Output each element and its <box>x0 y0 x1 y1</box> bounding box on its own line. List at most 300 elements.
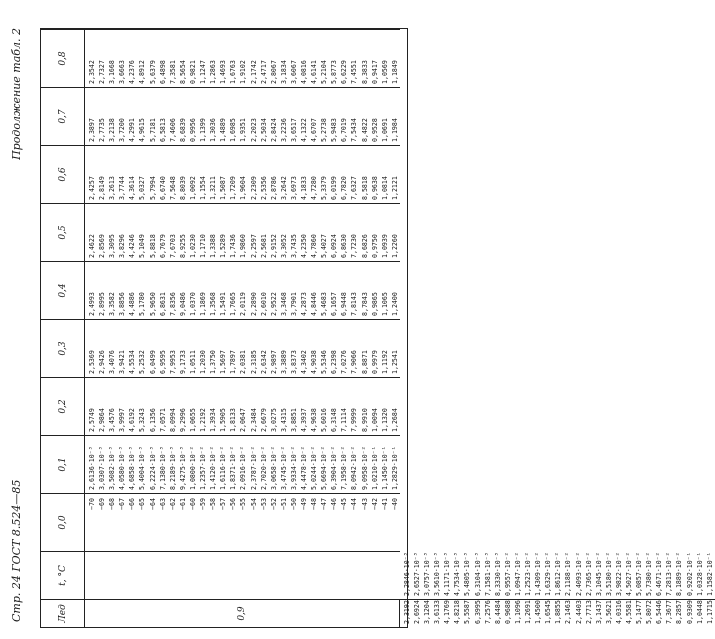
table-cell: 2,9152 <box>269 234 278 258</box>
table-cell: 3,7200 <box>118 118 127 142</box>
table-cell: 1,2829·10⁻¹ <box>390 446 399 490</box>
table-cell: 3,3582 <box>108 292 117 316</box>
table-cell: 1,1849 <box>390 60 399 84</box>
temperature-value: −66 <box>128 498 137 510</box>
table-cell: 6,0499 <box>148 350 157 374</box>
table-cell: 1,1554 <box>199 176 208 200</box>
table-cell: 1,0230 <box>188 234 197 258</box>
table-cell: 1,4500 <box>534 600 543 624</box>
table-cell: 3,7901 <box>289 292 298 316</box>
table-cell: 3,0658·10⁻² <box>269 446 278 490</box>
table-cell: 7,3677 <box>665 600 674 624</box>
table-cell: 2,5681 <box>259 234 268 258</box>
table-cell: 6,1657 <box>330 292 339 316</box>
table-cell: 8,2189·10⁻³ <box>168 446 177 490</box>
column-header: 0,5 <box>41 203 85 261</box>
table-cell: 2,4622 <box>88 234 96 258</box>
table-cell: 5,3379 <box>320 176 329 200</box>
table-cell: 4,1171·10⁻³ <box>443 552 452 596</box>
temperature-value: −62 <box>168 498 177 510</box>
value-column <box>85 145 400 203</box>
table-cell: 6,3904·10⁻² <box>330 446 339 490</box>
table-cell: 1,1582·10⁻¹ <box>705 552 714 596</box>
table-cell: 8,5818 <box>360 176 369 200</box>
table-cell: 3,5621 <box>604 600 613 624</box>
table-cell: 6,0924 <box>330 234 339 258</box>
table-cell: 3,7435 <box>289 234 298 258</box>
table-cell: 4,9038 <box>310 350 319 374</box>
table-cell: 6,2224·10⁻³ <box>148 446 157 490</box>
table-cell: 6,7019 <box>340 118 349 142</box>
table-cell: 3,3889 <box>279 350 288 374</box>
rotated-content <box>0 28 714 628</box>
table-cell: 2,0381 <box>239 350 248 374</box>
column-header: 0,0 <box>41 493 85 551</box>
temperature-value: −46 <box>330 498 339 510</box>
table-cell: 0,9309 <box>685 600 694 624</box>
table-cell: 6,5813 <box>158 118 167 142</box>
table-cell: 7,8143 <box>350 292 359 316</box>
temperature-value: −68 <box>108 498 117 510</box>
table-cell: 8,8039 <box>178 176 187 200</box>
table-cell: 2,5749 <box>88 408 96 432</box>
table-cell: 8,5654 <box>178 60 187 84</box>
table-cell: 3,7744 <box>118 176 127 200</box>
table-cell: 1,0691 <box>380 118 389 142</box>
table-cell: 1,9351 <box>239 118 248 142</box>
table-cell: 0,9688 <box>503 600 512 624</box>
table-cell: 1,2260 <box>390 234 399 258</box>
table-cell: 1,1065 <box>380 292 389 316</box>
table-cell: 1,1710 <box>199 234 208 258</box>
table-cell: 1,0939 <box>380 234 389 258</box>
table-cell: 1,0448 <box>695 600 704 624</box>
table-cell: 2,4403 <box>574 600 583 624</box>
table-cell: 7,5648 <box>168 176 177 200</box>
temperature-value: −42 <box>370 498 379 510</box>
table-cell: 3,2642 <box>279 176 288 200</box>
table-cell: 4,3402 <box>299 350 308 374</box>
table-cell: 2,9522 <box>269 292 278 316</box>
table-cell: 4,4246 <box>128 234 137 258</box>
temperature-value: −43 <box>360 498 369 510</box>
table-cell: 1,5905 <box>219 408 228 432</box>
table-cell: 5,4004·10⁻³ <box>138 446 147 490</box>
page-number: Стр. 24 ГОСТ 8.524—85 <box>10 479 23 622</box>
table-cell: 1,8133 <box>229 408 238 432</box>
table-cell: 5,4805·10⁻³ <box>463 552 472 596</box>
table-cell: 8,7843 <box>360 292 369 316</box>
table-cell: 8,6826 <box>360 234 369 258</box>
corner-spacer <box>85 551 400 599</box>
table-cell: 1,1247 <box>199 60 208 84</box>
table-cell: 4,2991 <box>128 118 137 142</box>
corner-label-ice: Лед <box>41 599 85 627</box>
table-cell: 3,1045·10⁻² <box>594 552 603 596</box>
table-cell: 6,9595 <box>158 350 167 374</box>
table-cell: 6,2398 <box>330 350 339 374</box>
table-cell: 1,6545 <box>544 600 553 624</box>
table-cell: 2,0119 <box>239 292 248 316</box>
temperature-column <box>85 493 400 551</box>
temperature-header: t, °C <box>41 551 85 599</box>
table-cell: 5,1477 <box>635 600 644 624</box>
table-cell: 3,4576 <box>108 408 117 432</box>
table-cell: 6,0199 <box>330 176 339 200</box>
table-cell: 2,8995 <box>98 292 107 316</box>
temperature-value: −51 <box>279 498 288 510</box>
table-cell: 5,4027 <box>320 234 329 258</box>
table-cell: 5,0327 <box>138 176 147 200</box>
table-cell: 4,0580·10⁻³ <box>118 446 127 490</box>
table-cell: 1,0800·10⁻² <box>188 446 197 490</box>
table-cell: 6,8631 <box>158 292 167 316</box>
table-cell: 1,1320 <box>380 408 389 432</box>
table-cell: 3,6663 <box>118 60 127 84</box>
table-cell: 5,6694·10⁻² <box>320 446 329 490</box>
table-cell: 5,5587 <box>463 600 472 624</box>
page-header <box>0 28 36 628</box>
value-column <box>400 551 715 599</box>
table-cell: 1,2357·10⁻² <box>199 446 208 490</box>
table-cell: 8,2857 <box>675 600 684 624</box>
table-cell: 3,6973 <box>289 176 298 200</box>
table-cell: 2,0647 <box>239 408 248 432</box>
table-cell: 3,4315 <box>279 408 288 432</box>
table-cell: 2,7735 <box>98 118 107 142</box>
table-cell: 5,2532 <box>138 350 147 374</box>
table-cell: 0,9417 <box>370 60 379 84</box>
table-cell: 1,0370 <box>188 292 197 316</box>
column-header: 0,8 <box>41 29 85 87</box>
table-cell: 1,3211 <box>209 176 218 200</box>
table-cell: 7,9999 <box>350 408 359 432</box>
temperature-value: −50 <box>289 498 298 510</box>
table-cell: 3,2236 <box>279 118 288 142</box>
table-cell: 4,7534·10⁻³ <box>453 552 462 596</box>
table-cell: 0,9865 <box>370 292 379 316</box>
table-cell: 4,6192 <box>128 408 137 432</box>
temperature-value: −56 <box>229 498 238 510</box>
table-cell: 4,7280 <box>310 176 319 200</box>
table-cell: 1,2523·10⁻² <box>524 552 533 596</box>
table-cell: 4,1833 <box>299 176 308 200</box>
table-cell: 8,8871 <box>360 350 369 374</box>
table-cell: 1,9860 <box>239 234 248 258</box>
table-cell: 1,0814 <box>380 176 389 200</box>
table-cell: 6,1356 <box>148 408 157 432</box>
column-header: 0,9 <box>85 599 400 627</box>
table-cell: 2,2023 <box>249 118 258 142</box>
table-cell: 3,2138 <box>108 118 117 142</box>
table-cell: 7,4606 <box>168 118 177 142</box>
table-cell: 1,0328·10⁻¹ <box>695 552 704 596</box>
table-cell: 6,4671·10⁻² <box>655 552 664 596</box>
table-cell: 5,7380·10⁻² <box>645 552 654 596</box>
table-cell: 5,0857·10⁻² <box>635 552 644 596</box>
table-cell: 4,6141 <box>310 60 319 84</box>
table-cell: 1,0210·10⁻¹ <box>370 446 379 490</box>
table-cell: 8,4484 <box>493 600 502 624</box>
table-cell: 4,5534 <box>128 350 137 374</box>
column-header: 0,7 <box>41 87 85 145</box>
table-cell: 2,1188·10⁻² <box>564 552 573 596</box>
table-cell: 4,1322 <box>299 118 308 142</box>
table-cell: 1,2030 <box>199 350 208 374</box>
table-cell: 3,9822·10⁻² <box>614 552 623 596</box>
table-cell: 5,9483 <box>330 118 339 142</box>
table-cell: 7,9953 <box>168 350 177 374</box>
table-cell: 1,6329·10⁻² <box>544 552 553 596</box>
temperature-value: −63 <box>158 498 167 510</box>
table-cell: 2,1463 <box>564 600 573 624</box>
table-cell: 1,2192 <box>199 408 208 432</box>
vapor-pressure-table <box>40 28 714 628</box>
table-cell: 1,3568 <box>209 292 218 316</box>
table-cell: 8,0994 <box>168 408 177 432</box>
table-cell: 3,9997 <box>118 408 127 432</box>
table-cell: 1,7665 <box>229 292 238 316</box>
table-cell: 3,1834 <box>279 60 288 84</box>
temperature-value: −58 <box>209 498 218 510</box>
table-cell: 2,3484 <box>249 408 258 432</box>
table-cell: 4,2873 <box>299 292 308 316</box>
table-cell: 7,4551 <box>350 60 359 84</box>
table-cell: 5,1049 <box>138 234 147 258</box>
table-cell: 6,8630 <box>340 234 349 258</box>
table-cell: 1,8612·10⁻² <box>554 552 563 596</box>
table-cell: 5,5346 <box>320 350 329 374</box>
table-cell: 4,9615 <box>138 118 147 142</box>
table-cell: 2,3542 <box>88 60 96 84</box>
table-cell: 6,6229 <box>340 60 349 84</box>
table-cell: 7,0571 <box>158 408 167 432</box>
table-cell: 2,8424 <box>269 118 278 142</box>
table-cell: 7,0276 <box>340 350 349 374</box>
table-cell: 9,2996 <box>178 408 187 432</box>
table-cell: 5,9650 <box>148 292 157 316</box>
table-cell: 2,9864 <box>98 408 107 432</box>
table-cell: 3,5610·10⁻³ <box>433 552 442 596</box>
table-cell: 4,4478·10⁻² <box>299 446 308 490</box>
table-cell: 1,3934 <box>209 408 218 432</box>
temperature-value: −60 <box>188 498 197 510</box>
table-cell: 2,1742 <box>249 60 258 84</box>
column-header: 0,1 <box>41 435 85 493</box>
table-cell: 1,1096 <box>513 600 522 624</box>
table-cell: 2,0916·10⁻² <box>239 446 248 490</box>
table-cell: 1,9102 <box>239 60 248 84</box>
table-cell: 1,5289 <box>219 234 228 258</box>
table-cell: 1,6985 <box>229 118 238 142</box>
table-cell: 3,9334·10⁻² <box>289 446 298 490</box>
table-cell: 6,3148 <box>330 408 339 432</box>
table-cell: 2,4257 <box>88 176 96 200</box>
table-cell: 1,1715 <box>705 600 714 624</box>
table-cell: 3,0307·10⁻³ <box>98 446 107 490</box>
table-cell: 2,3185 <box>249 350 258 374</box>
table-cell: 1,7209 <box>229 176 238 200</box>
table-cell: 1,4889 <box>219 118 228 142</box>
table-cell: 7,5434 <box>350 118 359 142</box>
table-cell: 1,8371·10⁻² <box>229 446 238 490</box>
table-cell: 6,9448 <box>340 292 349 316</box>
value-column <box>85 29 400 87</box>
temperature-value: −59 <box>199 498 208 510</box>
table-cell: 0,9821 <box>188 60 197 84</box>
value-column <box>85 87 400 145</box>
table-cell: 7,2576 <box>483 600 492 624</box>
table-cell: 7,1114 <box>340 408 349 432</box>
temperature-value: −45 <box>340 498 349 510</box>
table-cell: 5,3243 <box>138 408 147 432</box>
table-cell: 3,3095 <box>108 234 117 258</box>
table-cell: 8,4822 <box>360 118 369 142</box>
table-cell: 5,2104 <box>320 60 329 84</box>
table-cell: 3,6133 <box>433 600 442 624</box>
table-cell: 8,6839 <box>178 118 187 142</box>
temperature-value: −40 <box>390 498 399 510</box>
temperature-value: −47 <box>320 498 329 510</box>
table-cell: 1,1869 <box>199 292 208 316</box>
table-cell: 4,8218 <box>453 600 462 624</box>
table-cell: 8,9255 <box>178 234 187 258</box>
table-cell: 9,0486 <box>178 292 187 316</box>
table-cell: 5,6016 <box>320 408 329 432</box>
table-cell: 4,4886 <box>128 292 137 316</box>
table-cell: 4,0816 <box>299 60 308 84</box>
column-header: 0,4 <box>41 261 85 319</box>
table-cell: 7,8356 <box>168 292 177 316</box>
table-cell: 3,8373 <box>289 350 298 374</box>
table-cell: 4,0316 <box>614 600 623 624</box>
temperature-value: −64 <box>148 498 157 510</box>
table-cell: 7,1958·10⁻² <box>340 446 349 490</box>
table-cell: 7,6327 <box>350 176 359 200</box>
column-header: 0,6 <box>41 145 85 203</box>
table-cell: 2,7365·10⁻² <box>584 552 593 596</box>
table-cell: 2,2846·10⁻³ <box>402 552 411 596</box>
table-cell: 8,0942·10⁻² <box>350 446 359 490</box>
table-cell: 1,4309·10⁻² <box>534 552 543 596</box>
table-cell: 1,5491 <box>219 292 228 316</box>
table-cell: 0,9528 <box>370 118 379 142</box>
value-column <box>85 319 400 377</box>
table-cell: 1,5697 <box>219 350 228 374</box>
table-cell: 0,9202·10⁻¹ <box>685 552 694 596</box>
table-cell: 3,6517 <box>289 118 298 142</box>
table-cell: 3,1668 <box>108 60 117 84</box>
table-cell: 2,3897 <box>88 118 96 142</box>
table-cell: 9,0958·10⁻² <box>360 446 369 490</box>
table-cell: 9,1733 <box>178 350 187 374</box>
table-cell: 4,9638 <box>310 408 319 432</box>
table-cell: 1,7897 <box>229 350 238 374</box>
table-cell: 4,8912 <box>138 60 147 84</box>
temperature-value: −61 <box>178 498 187 510</box>
value-column <box>85 377 400 435</box>
temperature-value: −44 <box>350 498 359 510</box>
table-cell: 1,2691 <box>524 600 533 624</box>
temperature-value: −49 <box>299 498 308 510</box>
table-cell: 2,3192 <box>402 600 411 624</box>
table-cell: 3,9421 <box>118 350 127 374</box>
table-cell: 7,1581·10⁻³ <box>483 552 492 596</box>
table-cell: 2,6136·10⁻³ <box>88 446 96 490</box>
table-cell: 4,7860 <box>310 234 319 258</box>
table-cell: 1,1450·10⁻¹ <box>380 446 389 490</box>
table-cell: 7,6703 <box>168 234 177 258</box>
table-cell: 1,2541 <box>390 350 399 374</box>
table-cell: 6,3995 <box>473 600 482 624</box>
table-cell: 4,5581 <box>624 600 633 624</box>
table-cell: 3,0757·10⁻³ <box>423 552 432 596</box>
temperature-value: −53 <box>259 498 268 510</box>
table-cell: 2,9897 <box>269 350 278 374</box>
table-cell: 2,6527·10⁻³ <box>413 552 421 596</box>
table-cell: 5,8072 <box>645 600 654 624</box>
table-cell: 7,7230 <box>350 234 359 258</box>
table-cell: 2,8786 <box>269 176 278 200</box>
table-cell: 0,9979 <box>370 350 379 374</box>
table-cell: 3,8851 <box>289 408 298 432</box>
table-cell: 5,8818 <box>148 234 157 258</box>
table-cell: 1,2684 <box>390 408 399 432</box>
table-cell: 5,1780 <box>138 292 147 316</box>
table-cell: 7,2813·10⁻² <box>665 552 674 596</box>
table-cell: 2,7713 <box>584 600 593 624</box>
table-cell: 1,1192 <box>380 350 389 374</box>
table-cell: 0,9638 <box>370 176 379 200</box>
table-cell: 1,7436 <box>229 234 238 258</box>
table-cell: 8,9910 <box>360 408 369 432</box>
table-cell: 6,7679 <box>158 234 167 258</box>
table-cell: 2,8569 <box>98 234 107 258</box>
table-cell: 2,5369 <box>88 350 96 374</box>
table-cell: 1,2121 <box>390 176 399 200</box>
table-cell: 1,0092 <box>188 176 197 200</box>
value-column <box>85 435 400 493</box>
value-column <box>85 261 400 319</box>
table-cell: 2,7327 <box>98 60 107 84</box>
table-cell: 1,0511 <box>188 350 197 374</box>
table-cell: 2,2597 <box>249 234 258 258</box>
table-cell: 6,3104·10⁻³ <box>473 552 482 596</box>
table-cell: 1,1984 <box>390 118 399 142</box>
table-cell: 9,4275·10⁻³ <box>178 446 187 490</box>
table-cell: 1,2400 <box>390 292 399 316</box>
temperature-value: −67 <box>118 498 127 510</box>
table-cell: 8,3330·10⁻³ <box>493 552 502 596</box>
table-cell: 5,4683 <box>320 292 329 316</box>
column-header: 0,2 <box>41 377 85 435</box>
table-cell: 1,5087 <box>219 176 228 200</box>
table-cell: 2,6679 <box>259 408 268 432</box>
table-cell: 6,7820 <box>340 176 349 200</box>
table-cell: 3,5180·10⁻² <box>604 552 613 596</box>
table-cell: 4,5027·10⁻² <box>624 552 633 596</box>
table-cell: 3,8296 <box>118 234 127 258</box>
table-cell: 0,9750 <box>370 234 379 258</box>
table-cell: 3,3468 <box>279 292 288 316</box>
temperature-value: −57 <box>219 498 228 510</box>
table-cell: 1,0947·10⁻² <box>513 552 522 596</box>
table-cell: 3,6067 <box>289 60 298 84</box>
table-cell: 5,7994 <box>148 176 157 200</box>
table-cell: 1,2863 <box>209 60 218 84</box>
table-cell: 4,6707 <box>310 118 319 142</box>
table-cell: 3,2613 <box>108 176 117 200</box>
